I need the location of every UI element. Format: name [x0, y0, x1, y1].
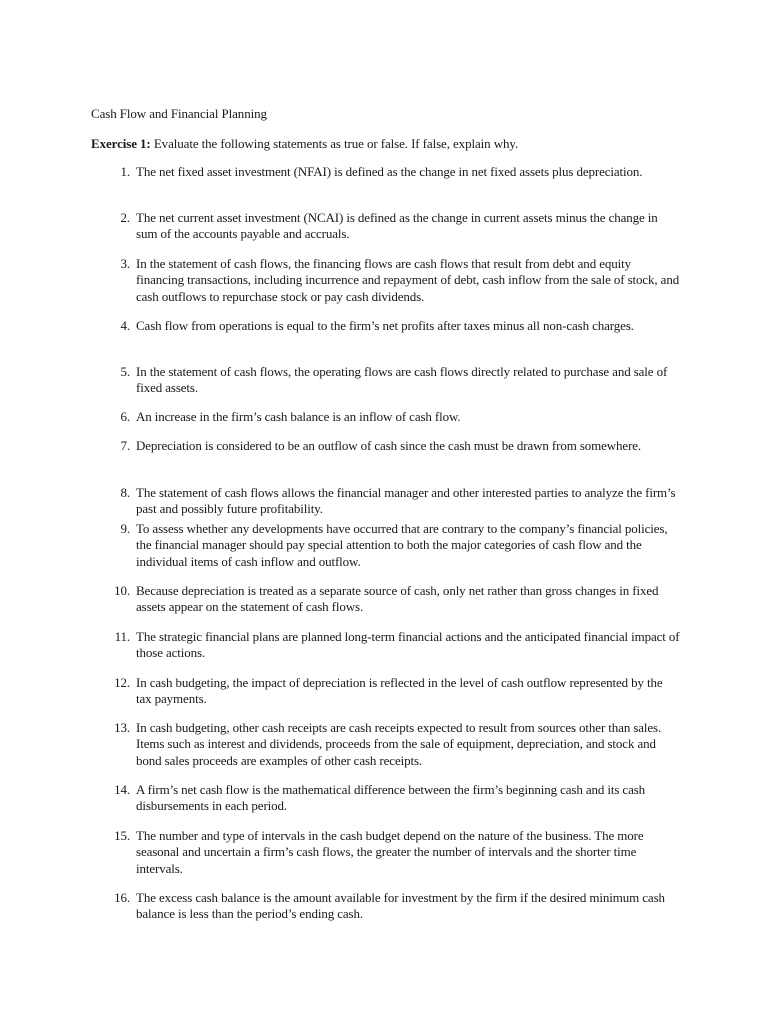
- question-item: [100, 485, 680, 518]
- question-item: [100, 890, 680, 923]
- question-text: An increase in the firm’s cash balance is an inflow of cash flow.: [136, 409, 461, 424]
- question-text: Because depreciation is treated as a separate source of cash, only net rather than gross changes in fixed assets appear on the statement of cash flows.: [136, 583, 659, 615]
- question-item: [100, 629, 680, 662]
- question-item: [100, 164, 680, 180]
- exercise-instruction: Evaluate the following statements as true or false. If false, explain why.: [150, 136, 519, 151]
- question-number: 10.: [114, 583, 130, 598]
- question-item: [100, 409, 680, 425]
- exercise-heading: [91, 136, 691, 152]
- question-item: [100, 521, 680, 570]
- question-item: [100, 210, 680, 243]
- question-text: The number and type of intervals in the cash budget depend on the nature of the business. The more seasonal and uncertain a firm’s cash flows, the greater the number of intervals and the shorter time intervals.: [136, 828, 644, 876]
- question-item: [100, 318, 680, 334]
- question-item: [100, 782, 680, 815]
- question-item: [100, 438, 680, 454]
- question-text: The strategic financial plans are planned long-term financial actions and the anticipated financial impact of those actions.: [136, 629, 680, 661]
- question-text: In cash budgeting, the impact of depreciation is reflected in the level of cash outflow represented by the tax payments.: [136, 675, 663, 707]
- document-title: Cash Flow and Financial Planning: [91, 106, 267, 121]
- question-number: 5.: [120, 364, 130, 379]
- question-item: [100, 720, 680, 769]
- question-item: [100, 583, 680, 616]
- question-item: [100, 256, 680, 305]
- question-number: 14.: [114, 782, 130, 797]
- question-item: [100, 675, 680, 708]
- question-text: A firm’s net cash flow is the mathematical difference between the firm’s beginning cash and its cash disbursements in each period.: [136, 782, 646, 814]
- question-text: In cash budgeting, other cash receipts are cash receipts expected to result from sources other than sales. Items such as interest and dividends, proceeds from the sale of equipment, depreciation, and stock and bond sales proceeds are examples of other cash receipts.: [136, 720, 662, 768]
- question-number: 7.: [120, 438, 130, 453]
- question-number: 12.: [114, 675, 130, 690]
- question-text: The statement of cash flows allows the financial manager and other interested parties to analyze the firm’s past and possibly future profitability.: [136, 485, 676, 517]
- question-number: 6.: [120, 409, 130, 424]
- question-item: [100, 364, 680, 397]
- question-text: The net fixed asset investment (NFAI) is defined as the change in net fixed assets plus depreciation.: [136, 164, 643, 179]
- question-number: 1.: [120, 164, 130, 179]
- question-item: [100, 828, 680, 877]
- exercise-label: Exercise 1:: [91, 136, 151, 151]
- question-number: 16.: [114, 890, 130, 905]
- question-text: In the statement of cash flows, the financing flows are cash flows that result from debt and equity financing transactions, including incurrence and repayment of debt, cash inflow from the sale of stock, and cash outflows to repurchase stock or pay cash dividends.: [136, 256, 680, 304]
- question-number: 9.: [120, 521, 130, 536]
- question-text: In the statement of cash flows, the operating flows are cash flows directly related to purchase and sale of fixed assets.: [136, 364, 668, 396]
- question-text: The net current asset investment (NCAI) is defined as the change in current assets minus the change in sum of the accounts payable and accruals.: [136, 210, 658, 242]
- question-text: To assess whether any developments have occurred that are contrary to the company’s financial policies, the financial manager should pay special attention to both the major categories of cash flow and the individual items of cash inflow and outflow.: [136, 521, 668, 569]
- question-number: 15.: [114, 828, 130, 843]
- question-number: 3.: [120, 256, 130, 271]
- question-number: 4.: [120, 318, 130, 333]
- question-text: Cash flow from operations is equal to the firm’s net profits after taxes minus all non-cash charges.: [136, 318, 634, 333]
- question-number: 2.: [120, 210, 130, 225]
- question-number: 11.: [114, 629, 130, 644]
- question-text: The excess cash balance is the amount available for investment by the firm if the desired minimum cash balance is less than the period’s ending cash.: [136, 890, 665, 922]
- question-number: 8.: [120, 485, 130, 500]
- question-text: Depreciation is considered to be an outflow of cash since the cash must be drawn from somewhere.: [136, 438, 642, 453]
- question-number: 13.: [114, 720, 130, 735]
